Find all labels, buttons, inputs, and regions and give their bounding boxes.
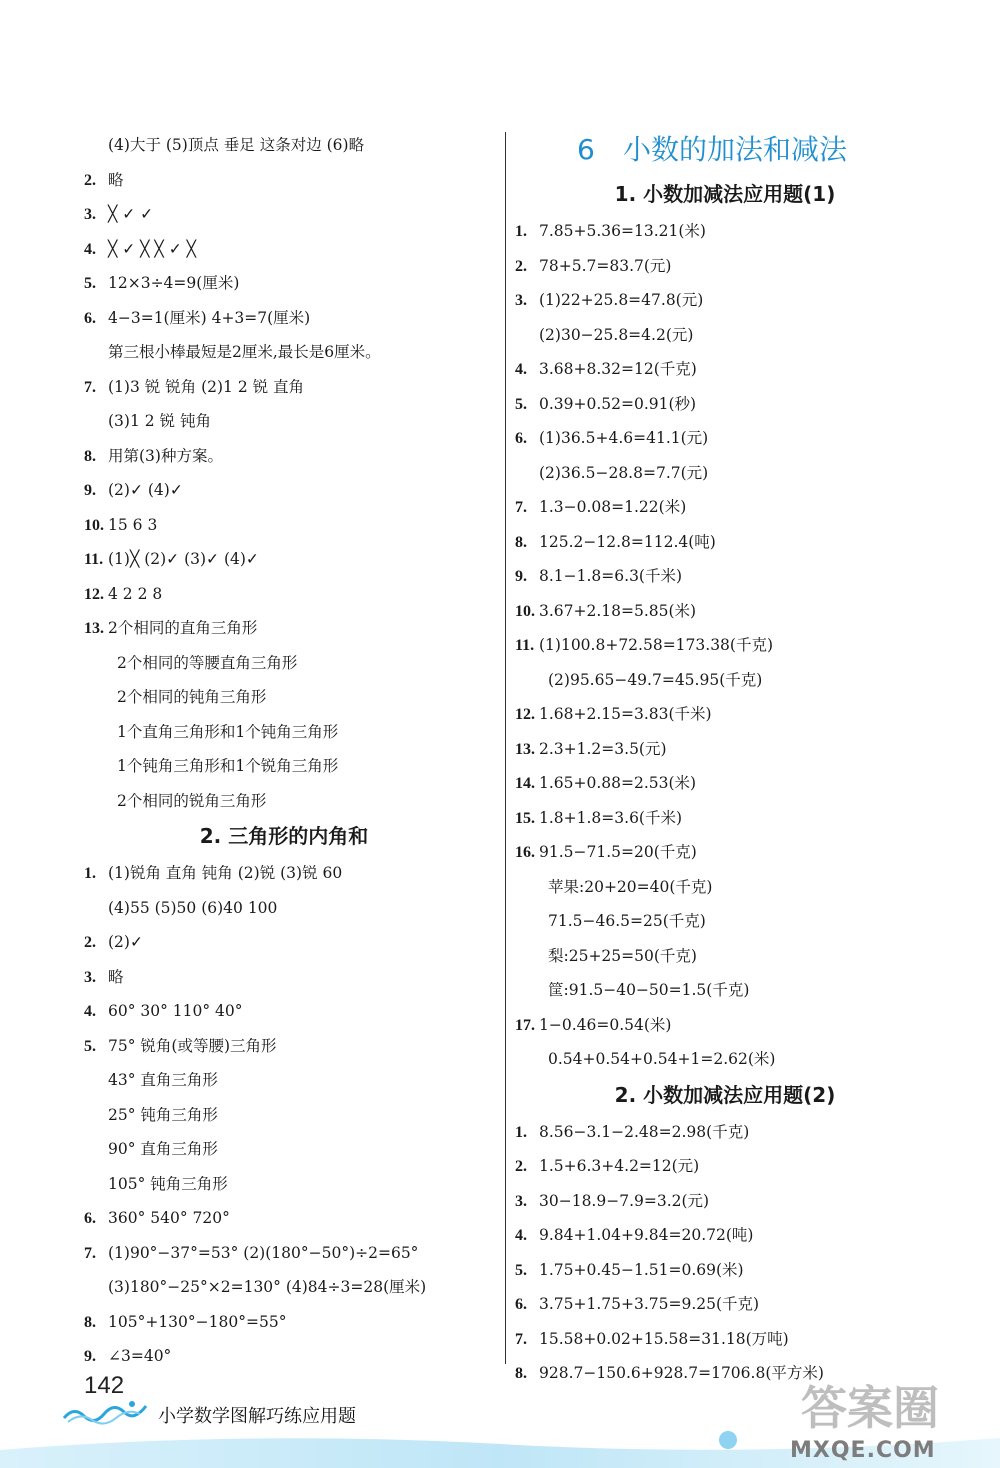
answer-text: 第三根小棒最短是2厘米,最长是6厘米。 — [108, 343, 381, 361]
section-heading: 2. 三角形的内角和 — [199, 824, 369, 848]
answer-text: 60° 30° 110° 40° — [108, 1002, 243, 1020]
question-number: 8. — [515, 1365, 527, 1382]
question-number: 9. — [515, 568, 527, 585]
answer-line — [515, 1042, 935, 1077]
answer-text: 1个钝角三角形和1个锐角三角形 — [117, 757, 339, 775]
section-heading: 2. 小数加减法应用题(2) — [614, 1082, 836, 1107]
answer-text: 2.3+1.2=3.5(元) — [539, 739, 667, 758]
answer-line — [84, 163, 484, 198]
answer-text: (3)180°−25°×2=130° (4)84÷3=28(厘米) — [108, 1278, 427, 1296]
answer-line — [84, 1098, 484, 1133]
answer-text: (1)╳ (2)✓ (3)✓ (4)✓ — [108, 550, 259, 568]
question-number: 9. — [84, 1348, 96, 1365]
question-number: 16. — [515, 844, 535, 861]
answer-text: 105°+130°−180°=55° — [108, 1312, 287, 1331]
answer-line — [515, 1287, 935, 1322]
answer-text: 105° 钝角三角形 — [108, 1174, 228, 1193]
question-number: 5. — [84, 1037, 96, 1055]
question-number: 8. — [84, 447, 96, 465]
answer-text: 3.68+8.32=12(千克) — [539, 360, 697, 378]
answer-text: 略 — [108, 170, 124, 189]
answer-line — [515, 421, 935, 456]
answer-line — [84, 370, 484, 405]
answer-text: (2)✓ — [108, 933, 143, 951]
answer-text: ╳ ✓ ╳ ╳ ✓ ╳ — [108, 239, 196, 258]
answer-line — [84, 335, 484, 370]
answer-line — [84, 1201, 484, 1236]
answer-text: 略 — [108, 967, 124, 986]
question-number: 2. — [515, 1158, 527, 1175]
question-number: 2. — [84, 171, 96, 189]
question-number: 14. — [515, 775, 535, 792]
question-number: 5. — [515, 395, 527, 413]
question-number: 6. — [515, 1296, 527, 1313]
answer-line — [84, 1236, 484, 1271]
answer-text: ∠3=40° — [108, 1347, 172, 1365]
answer-text: 25° 钝角三角形 — [108, 1105, 218, 1124]
question-number: 3. — [515, 1192, 527, 1210]
question-number: 13. — [515, 740, 535, 758]
question-number: 1. — [515, 223, 527, 240]
watermark-logo — [795, 1372, 975, 1442]
answer-text: 928.7−150.6+928.7=1706.8(平方米) — [539, 1364, 824, 1382]
answer-text: (1)3 锐 锐角 (2)1 2 锐 直角 — [108, 377, 305, 396]
answer-line — [84, 128, 484, 163]
answer-text: (2)36.5−28.8=7.7(元) — [539, 463, 709, 482]
answer-text: (2)30−25.8=4.2(元) — [539, 325, 694, 344]
question-number: 5. — [515, 1261, 527, 1279]
question-number: 8. — [515, 533, 527, 551]
question-number: 2. — [515, 257, 527, 275]
answer-line — [84, 1029, 484, 1064]
question-number: 7. — [84, 1244, 96, 1262]
answer-line — [84, 266, 484, 301]
answer-text: (2)✓ (4)✓ — [108, 481, 183, 499]
answer-text: 90° 直角三角形 — [108, 1140, 218, 1158]
answer-line — [515, 352, 935, 387]
answer-line — [84, 508, 484, 543]
answer-text: (1)22+25.8=47.8(元) — [539, 291, 704, 309]
question-number: 10. — [84, 516, 104, 534]
answer-line — [515, 249, 935, 284]
answer-text: (4)大于 (5)顶点 垂足 这条对边 (6)略 — [108, 136, 365, 154]
question-number: 1. — [515, 1123, 527, 1141]
answer-line — [515, 973, 935, 1008]
answer-text: ╳ ✓ ✓ — [108, 205, 154, 223]
question-number: 6. — [515, 430, 527, 447]
answer-text: 15.58+0.02+15.58=31.18(万吨) — [539, 1329, 789, 1348]
answer-line — [84, 925, 484, 960]
answer-line — [84, 784, 484, 819]
answer-line — [84, 611, 484, 646]
answer-text: 1个直角三角形和1个钝角三角形 — [117, 722, 339, 741]
answer-text: 1.8+1.8=3.6(千米) — [539, 808, 683, 827]
answer-text: (1)100.8+72.58=173.38(千克) — [539, 636, 774, 654]
question-number: 17. — [515, 1016, 535, 1034]
answer-text: 1.65+0.88=2.53(米) — [539, 774, 697, 792]
answer-text: (4)55 (5)50 (6)40 100 — [108, 898, 278, 917]
answer-text: 0.39+0.52=0.91(秒) — [539, 394, 697, 413]
answer-text: 2个相同的锐角三角形 — [117, 791, 267, 810]
answer-text: (1)36.5+4.6=41.1(元) — [539, 429, 709, 447]
question-number: 7. — [84, 378, 96, 396]
answer-text: (1)90°−37°=53° (2)(180°−50°)÷2=65° — [108, 1243, 419, 1262]
answer-line — [515, 1253, 935, 1288]
answer-text: 7.85+5.36=13.21(米) — [539, 222, 706, 240]
answer-text: 3.75+1.75+3.75=9.25(千克) — [539, 1295, 760, 1313]
answer-line — [84, 404, 484, 439]
answer-text: 30−18.9−7.9=3.2(元) — [539, 1191, 710, 1210]
answer-line — [84, 856, 484, 891]
answer-text: 8.56−3.1−2.48=2.98(千克) — [539, 1122, 750, 1141]
answer-text: 43° 直角三角形 — [108, 1071, 218, 1089]
answer-text: 4 2 2 8 — [108, 584, 163, 603]
answer-line — [515, 490, 935, 525]
question-number: 2. — [84, 934, 96, 951]
left-column — [84, 128, 484, 1374]
answer-line — [84, 232, 484, 267]
answer-text: 1.68+2.15=3.83(千米) — [539, 705, 712, 723]
answer-text: 125.2−12.8=112.4(吨) — [539, 532, 716, 551]
answer-line — [515, 214, 935, 249]
answer-text: 15 6 3 — [108, 515, 158, 534]
answer-text: 用第(3)种方案。 — [108, 446, 223, 465]
answer-text: (3)1 2 锐 钝角 — [108, 412, 211, 430]
section-heading: 1. 小数加减法应用题(1) — [614, 182, 836, 206]
question-number: 11. — [84, 551, 104, 568]
answer-line — [515, 939, 935, 974]
answer-line — [515, 318, 935, 353]
answer-text: 1.3−0.08=1.22(米) — [539, 498, 687, 516]
answer-line — [515, 904, 935, 939]
question-number: 13. — [84, 620, 104, 637]
question-number: 4. — [515, 1227, 527, 1244]
answer-text: 12×3÷4=9(厘米) — [108, 274, 240, 292]
answer-line — [515, 663, 935, 698]
answer-text: 9.84+1.04+9.84=20.72(吨) — [539, 1226, 754, 1244]
answer-line — [515, 766, 935, 801]
answer-line — [84, 749, 484, 784]
answer-line — [515, 697, 935, 732]
answer-line — [84, 197, 484, 232]
answer-text: 1.75+0.45−1.51=0.69(米) — [539, 1260, 744, 1279]
answer-line — [515, 801, 935, 836]
question-number: 12. — [84, 585, 104, 603]
answer-line — [84, 994, 484, 1029]
answer-text: (1)锐角 直角 钝角 (2)锐 (3)锐 60 — [108, 864, 343, 882]
answer-line — [515, 732, 935, 767]
answer-line — [84, 1132, 484, 1167]
question-number: 3. — [84, 206, 96, 223]
question-number: 15. — [515, 809, 535, 827]
answer-line — [84, 1305, 484, 1340]
answer-line — [84, 301, 484, 336]
answer-line — [84, 1063, 484, 1098]
svg-text:答案圈: 答案圈 — [801, 1381, 939, 1435]
question-number: 5. — [84, 275, 96, 292]
question-number: 12. — [515, 706, 535, 723]
answer-line — [515, 628, 935, 663]
question-number: 7. — [515, 1330, 527, 1348]
answer-line — [84, 960, 484, 995]
answer-text: 苹果:20+20=40(千克) — [548, 877, 713, 896]
answer-line — [84, 891, 484, 926]
answer-line — [84, 577, 484, 612]
column-divider — [505, 132, 506, 1364]
answer-line — [515, 456, 935, 491]
question-number: 7. — [515, 499, 527, 516]
answer-text: 0.54+0.54+0.54+1=2.62(米) — [548, 1050, 776, 1068]
answer-line — [515, 1115, 935, 1150]
answer-line — [515, 870, 935, 905]
answer-text: 1.5+6.3+4.2=12(元) — [539, 1157, 700, 1175]
question-number: 4. — [84, 240, 96, 258]
answer-text: 360° 540° 720° — [108, 1209, 230, 1227]
watermark-url: MXQE.COM — [790, 1438, 936, 1463]
answer-line — [84, 646, 484, 681]
answer-line — [84, 473, 484, 508]
answer-line — [515, 1149, 935, 1184]
question-number: 3. — [515, 292, 527, 309]
question-number: 4. — [84, 1003, 96, 1020]
answer-line — [515, 525, 935, 560]
answer-text: 78+5.7=83.7(元) — [539, 256, 672, 275]
answer-text: 71.5−46.5=25(千克) — [548, 912, 706, 930]
answer-text: 75° 锐角(或等腰)三角形 — [108, 1036, 277, 1055]
answer-line — [84, 715, 484, 750]
answer-line — [84, 680, 484, 715]
question-number: 11. — [515, 637, 535, 654]
answer-text: (2)95.65−49.7=45.95(千克) — [548, 670, 763, 689]
answer-text: 4−3=1(厘米) 4+3=7(厘米) — [108, 308, 311, 327]
question-number: 10. — [515, 602, 535, 620]
chapter-number: 6 — [577, 133, 595, 166]
answer-line — [84, 439, 484, 474]
answer-text: 1−0.46=0.54(米) — [539, 1015, 672, 1034]
answer-line — [515, 283, 935, 318]
answer-text: 8.1−1.8=6.3(千米) — [539, 567, 683, 585]
answer-text: 3.67+2.18=5.85(米) — [539, 601, 697, 620]
question-number: 6. — [84, 1210, 96, 1227]
answer-line — [515, 559, 935, 594]
answer-line — [515, 1218, 935, 1253]
answer-text: 2个相同的直角三角形 — [108, 619, 258, 637]
answer-line — [515, 594, 935, 629]
answer-text: 2个相同的等腰直角三角形 — [117, 653, 298, 672]
question-number: 1. — [84, 865, 96, 882]
answer-line — [84, 1167, 484, 1202]
chapter-title: 小数的加法和减法 — [623, 133, 848, 166]
answer-line — [515, 1322, 935, 1357]
question-number: 8. — [84, 1313, 96, 1331]
answer-text: 91.5−71.5=20(千克) — [539, 843, 697, 861]
answer-text: 梨:25+25=50(千克) — [548, 946, 697, 965]
question-number: 9. — [84, 482, 96, 499]
question-number: 6. — [84, 309, 96, 327]
answer-line — [84, 1339, 484, 1374]
page-number: 142 — [84, 1372, 125, 1399]
answer-line — [515, 835, 935, 870]
right-column — [515, 128, 935, 1391]
answer-line — [515, 1008, 935, 1043]
book-title: 小学数学图解巧练应用题 — [158, 1406, 356, 1427]
answer-line — [84, 1270, 484, 1305]
answer-line — [84, 542, 484, 577]
answer-line — [515, 1184, 935, 1219]
question-number: 4. — [515, 361, 527, 378]
question-number: 3. — [84, 968, 96, 986]
chapter-heading — [515, 128, 935, 176]
answer-line — [515, 387, 935, 422]
answer-text: 2个相同的钝角三角形 — [117, 688, 267, 706]
answer-text: 筐:91.5−40−50=1.5(千克) — [548, 981, 750, 999]
